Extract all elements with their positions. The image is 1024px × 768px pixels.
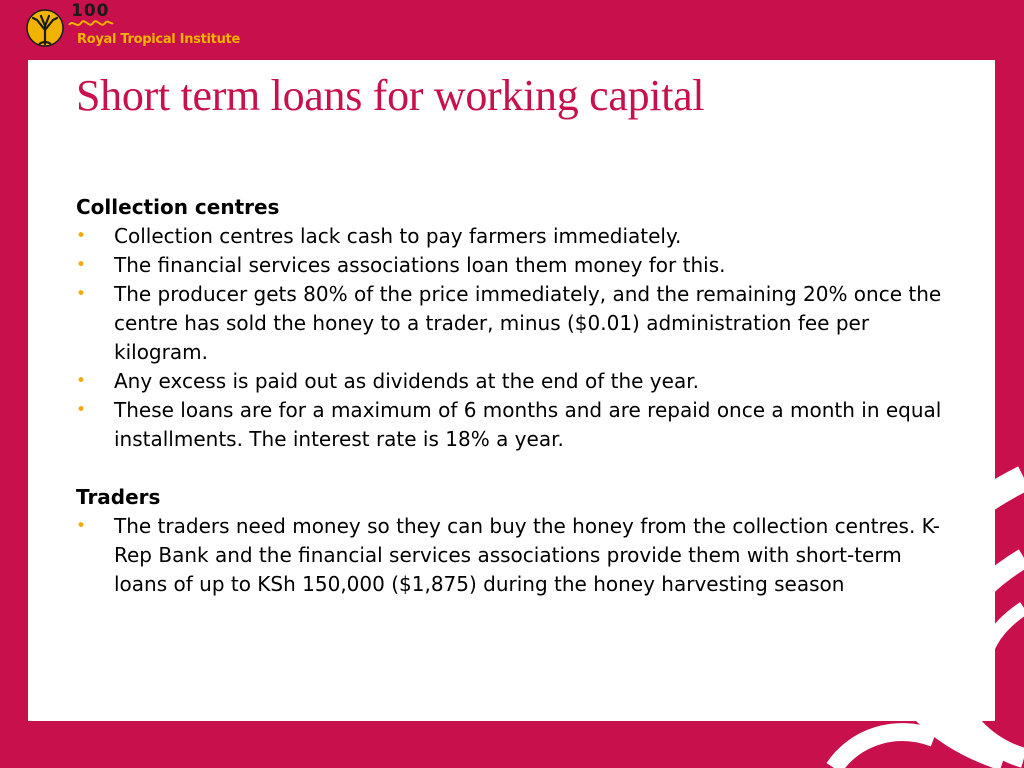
list-item-text: Collection centres lack cash to pay farmers immediately. [114, 224, 682, 248]
list-item [76, 280, 956, 367]
logo-centenary-mark: 100 [71, 1, 110, 21]
tree-emblem-icon [25, 8, 65, 52]
bullet-dot-icon: • [76, 400, 87, 420]
list-item-text: The producer gets 80% of the price immediately, and the remaining 20% once the centre has sold the honey to a trader, minus ($0.01) administration fee per kilogram. [114, 282, 942, 364]
list-item-text: These loans are for a maximum of 6 months and are repaid once a month in equal installments. The interest rate is 18% a year. [114, 398, 942, 451]
list-item [76, 512, 956, 599]
list-item-text: The financial services associations loan them money for this. [114, 253, 726, 277]
bullet-dot-icon: • [76, 226, 87, 246]
slide-title: Short term loans for working capital [76, 71, 705, 120]
bullet-dot-icon: • [76, 371, 87, 391]
bullet-dot-icon: • [76, 284, 87, 304]
section-heading-traders: Traders [76, 485, 161, 509]
list-item [76, 222, 956, 251]
list-item [76, 367, 956, 396]
collection-centres-list [76, 222, 956, 454]
section-heading-collection-centres: Collection centres [76, 195, 280, 219]
list-item [76, 396, 956, 454]
logo-institute-name: Royal Tropical Institute [77, 32, 240, 47]
bullet-dot-icon: • [76, 255, 87, 275]
institute-logo [25, 1, 240, 53]
section-spacer [76, 454, 956, 483]
logo-squiggle-decoration [67, 15, 115, 31]
list-item [76, 251, 956, 280]
traders-list [76, 512, 956, 599]
list-item-text: Any excess is paid out as dividends at the end of the year. [114, 369, 699, 393]
slide-body [76, 193, 956, 599]
bullet-dot-icon: • [76, 516, 87, 536]
list-item-text: The traders need money so they can buy the honey from the collection centres. K-Rep Bank and the financial services associations provide them with short-term loans of up to KSh 150,000 ($1,875) during the honey harvesting season [114, 514, 940, 596]
